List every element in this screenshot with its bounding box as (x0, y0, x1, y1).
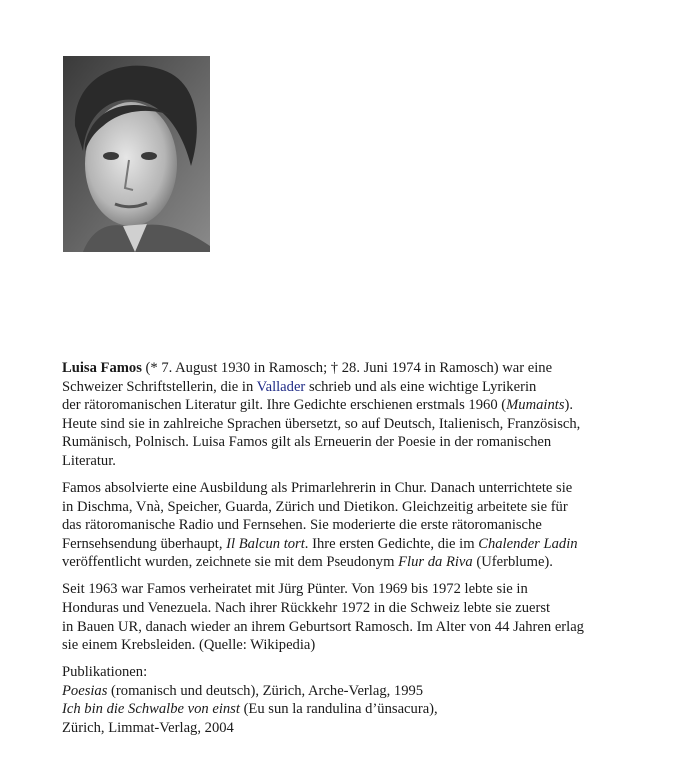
show-title: Il Balcun tort (226, 535, 305, 552)
portrait-photo (63, 56, 210, 252)
vallader-link[interactable]: Vallader (256, 378, 306, 395)
publication-item: Poesias (romanisch und deutsch), Zürich, Arche-Verlag, 1995 (62, 682, 424, 699)
publication-title: Chalender Ladin (478, 535, 578, 552)
pseudonym: Flur da Riva (398, 554, 473, 571)
publications-heading: Publikationen: (62, 664, 148, 681)
biography-text (62, 359, 652, 746)
paragraph-intro: Luisa Famos (* 7. August 1930 in Ramosch; † 28. Juni 1974 in Ramosch) war eine Schweizer Schriftstellerin, die in Vallader schrieb und als eine wichtige Lyrikerin der rätoromanischen Literatur gilt. Ihre Gedichte erschienen erstmals 1960 (Mumaints). Heute sind sie in zahlreiche Sprachen übersetzt, so auf Deutsch, Italienisch, Französisch, Rumänisch, Polnisch. Luisa Famos gilt als Erneuerin der Poesie in der romanischen Literatur. (62, 360, 581, 469)
paragraph-publications: Publikationen: Poesias (romanisch und deutsch), Zürich, Arche-Verlag, 1995 Ich bin die Schwalbe von einst (Eu sun la randulina d’ünsacura), Zürich, Limmat-Verlag, 2004 (62, 663, 652, 737)
person-name: Luisa Famos (62, 360, 142, 376)
publication-item: Ich bin die Schwalbe von einst (Eu sun la randulina d’ünsacura), (62, 701, 438, 718)
paragraph-life: Seit 1963 war Famos verheiratet mit Jürg Pünter. Von 1969 bis 1972 lebte sie in Honduras und Venezuela. Nach ihrer Rückkehr 1972 in die Schweiz lebte sie zuerst in Bauen UR, danach wieder an ihrem Geburtsort Ramosch. Im Alter von 44 Jahren erlag sie einem Krebsleiden. (Quelle: Wikipedia) (62, 581, 584, 654)
paragraph-career: Famos absolvierte eine Ausbildung als Primarlehrerin in Chur. Danach unterrichtete sie in Dischma, Vnà, Speicher, Guarda, Zürich und Dietikon. Gleichzeitig arbeitete sie für das rätoromanische Radio und Fernsehen. Sie moderierte die erste rätoromanische Fernsehsendung überhaupt, Il Balcun tort. Ihre ersten Gedichte, die im Chalender Ladin veröffentlicht wurden, zeichnete sie mit dem Pseudonym Flur da Riva (Uferblume). (62, 479, 578, 571)
book-title: Mumaints (506, 397, 565, 414)
portrait-photo-icon (63, 56, 210, 252)
